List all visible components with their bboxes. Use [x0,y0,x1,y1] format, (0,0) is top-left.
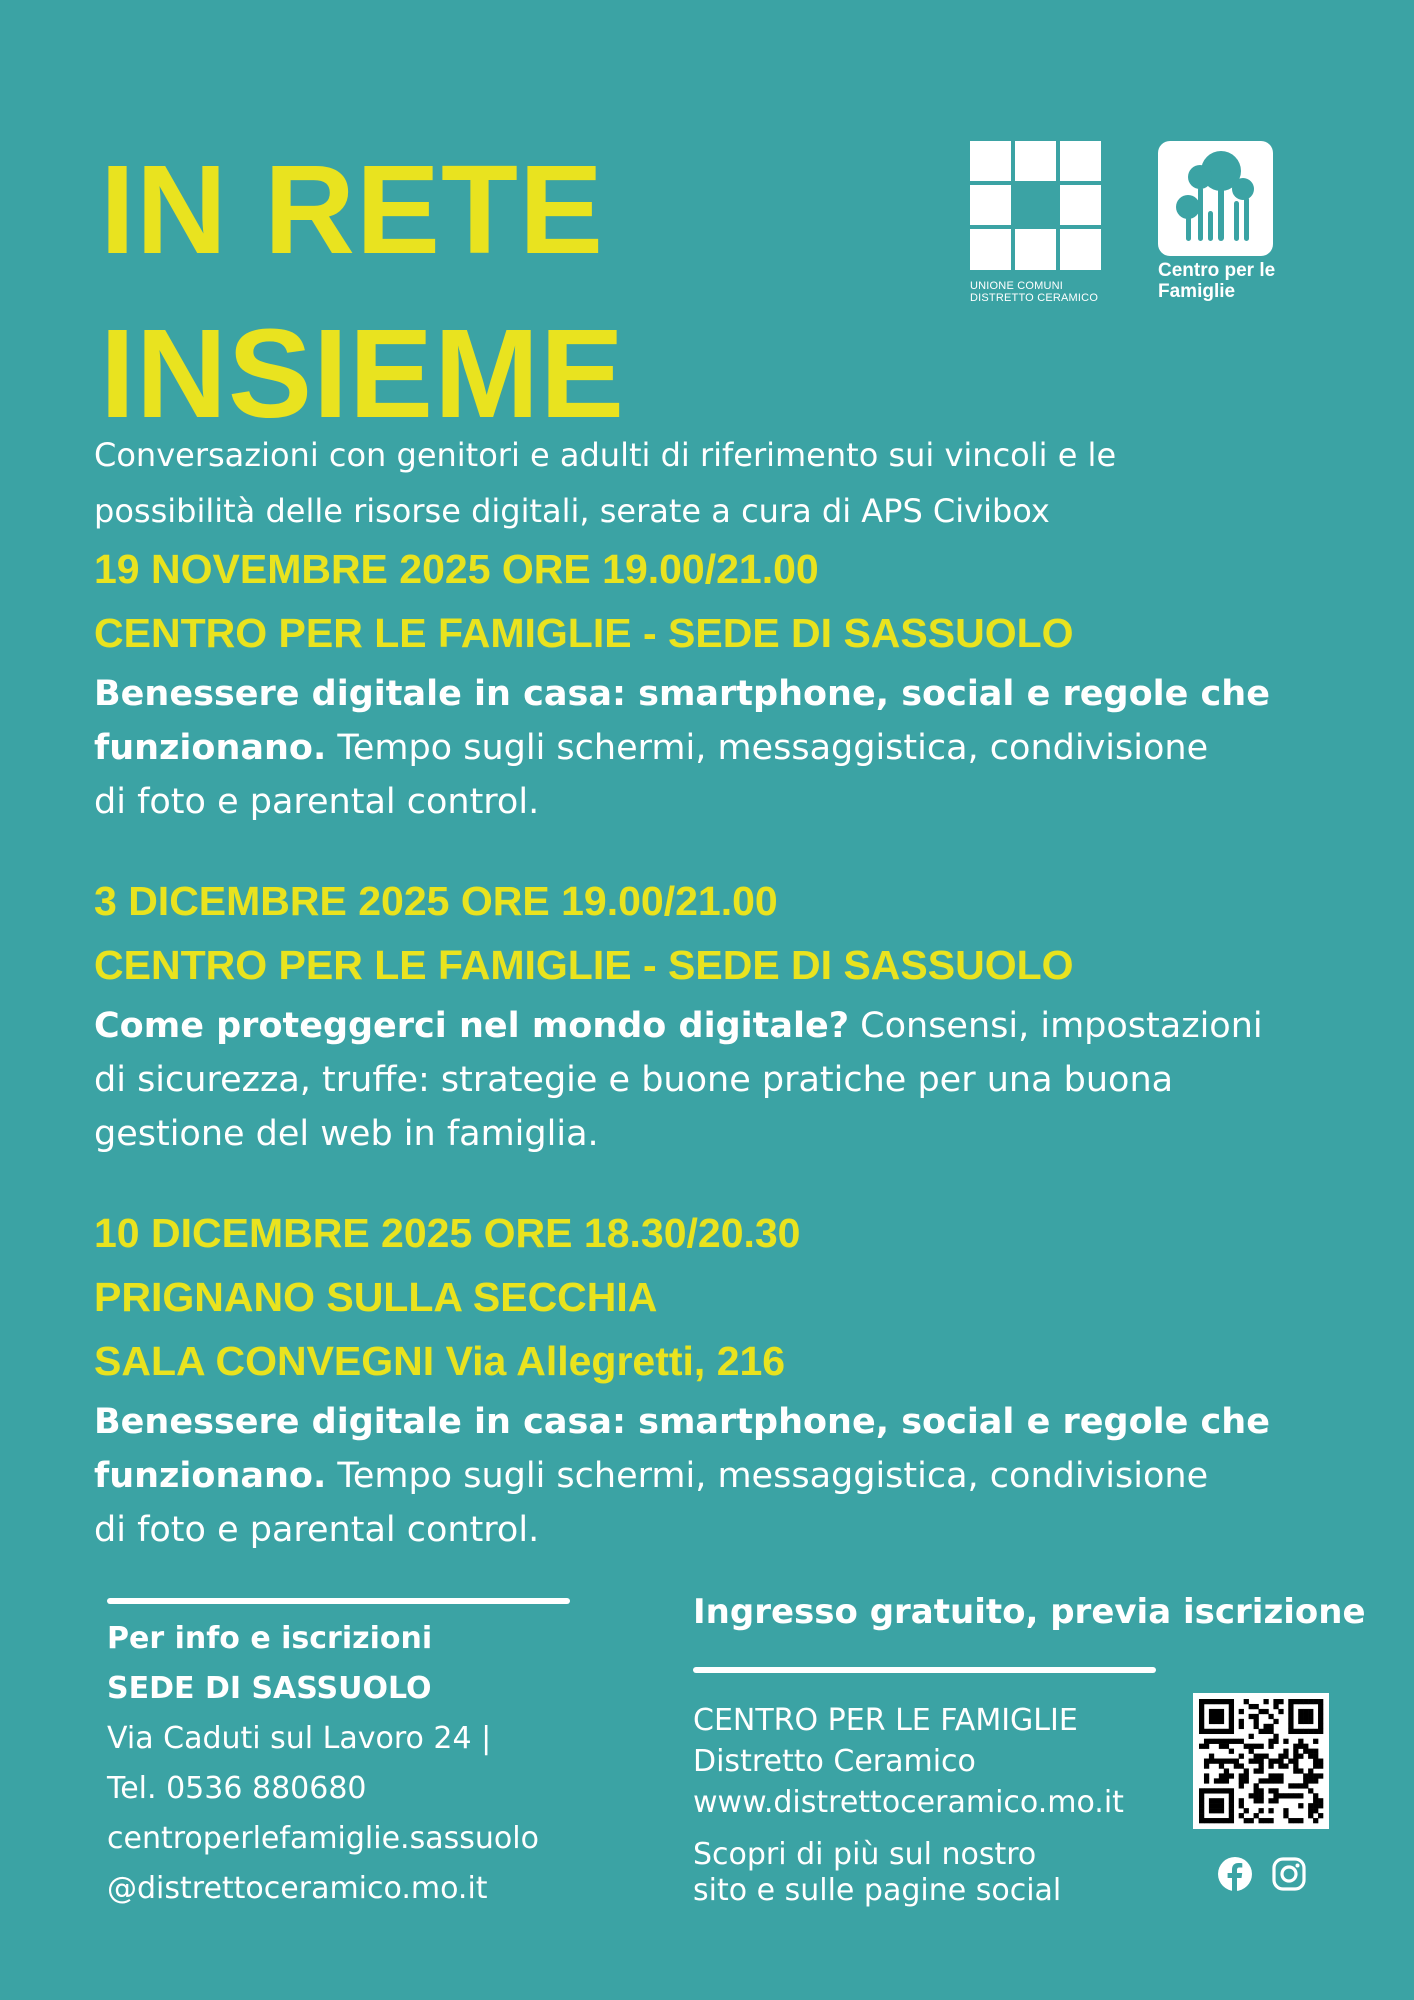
event-description-bold-end: funzionano. [94,728,327,768]
event-description [94,1395,1384,1557]
intro-text [94,427,1354,539]
contact-line-1: CENTRO PER LE FAMIGLIE [693,1703,1078,1738]
unione-logo-grid-icon [970,141,1101,270]
info-phone: Tel. 0536 880680 [107,1771,367,1806]
unione-logo-caption-1: UNIONE COMUNI [970,280,1064,292]
event-description-line: di foto e parental control. [94,1510,540,1550]
centro-logo-caption-1: Centro per le [1158,260,1276,281]
event-description-text: Tempo sugli schermi, messaggistica, condivisione [326,1456,1209,1496]
facebook-icon[interactable] [1217,1856,1253,1892]
poster-title [100,128,625,456]
info-block [107,1614,627,1914]
intro-line-1: Conversazioni con genitori e adulti di riferimento sui vincoli e le [94,436,1117,474]
qr-code[interactable] [1193,1693,1329,1829]
event-2 [94,869,1384,1161]
event-description-text: Tempo sugli schermi, messaggistica, condivisione [326,728,1209,768]
event-place: CENTRO PER LE FAMIGLIE - SEDE DI SASSUOLO [94,942,1074,988]
event-description-bold: Come proteggerci nel mondo digitale? [94,1006,850,1046]
intro-line-2: possibilità delle risorse digitali, serate a cura di APS Civibox [94,492,1050,530]
event-place: PRIGNANO SULLA SECCHIA [94,1274,658,1320]
centro-famiglie-logo [1158,141,1276,302]
event-description-line: gestione del web in famiglia. [94,1114,599,1154]
centro-logo-caption-2: Famiglie [1158,281,1236,302]
info-email-1[interactable]: centroperlefamiglie.sassuolo [107,1821,539,1856]
info-address: Via Caduti sul Lavoro 24 | [107,1721,492,1756]
event-date: 19 NOVEMBRE 2025 ORE 19.00/21.00 [94,546,819,592]
info-email-2[interactable]: @distrettoceramico.mo.it [107,1871,488,1906]
event-1 [94,537,1384,829]
unione-logo-caption-2: DISTRETTO CERAMICO [970,292,1099,304]
contact-cta-1: Scopri di più sul nostro [693,1837,1037,1872]
event-description-bold: Benessere digitale in casa: smartphone, social e regole che [94,674,1270,714]
event-description-text: Consensi, impostazioni [849,1006,1263,1046]
unione-comuni-logo [970,141,1102,304]
event-description-line: di foto e parental control. [94,782,540,822]
event-venue: SALA CONVEGNI Via Allegretti, 216 [94,1338,786,1384]
contact-website[interactable]: www.distrettoceramico.mo.it [693,1785,1124,1820]
divider-right [693,1667,1156,1673]
instagram-icon[interactable] [1271,1856,1307,1892]
contact-block [693,1700,1163,1909]
title-line-1: IN RETE [100,139,605,280]
divider-left [107,1598,570,1604]
info-sede: SEDE DI SASSUOLO [107,1671,432,1706]
title-line-2: INSIEME [100,303,626,444]
event-place: CENTRO PER LE FAMIGLIE - SEDE DI SASSUOLO [94,610,1074,656]
event-description [94,999,1384,1161]
event-3 [94,1201,1384,1557]
info-heading: Per info e iscrizioni [107,1621,433,1656]
event-description-bold: Benessere digitale in casa: smartphone, social e regole che [94,1402,1270,1442]
event-description [94,667,1384,829]
event-description-bold-end: funzionano. [94,1456,327,1496]
contact-cta-2: sito e sulle pagine social [693,1873,1062,1908]
social-links [1217,1856,1307,1892]
contact-line-2: Distretto Ceramico [693,1744,976,1779]
trees-icon [1158,141,1273,256]
event-date: 3 DICEMBRE 2025 ORE 19.00/21.00 [94,878,778,924]
entry-note: Ingresso gratuito, previa iscrizione [693,1592,1366,1632]
event-description-line: di sicurezza, truffe: strategie e buone pratiche per una buona [94,1060,1174,1100]
event-date: 10 DICEMBRE 2025 ORE 18.30/20.30 [94,1210,801,1256]
